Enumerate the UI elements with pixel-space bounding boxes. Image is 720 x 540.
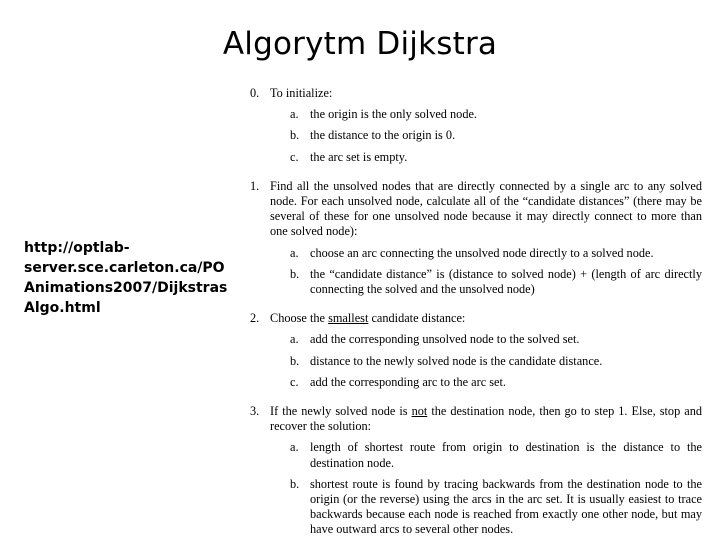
url-line: Animations2007/Dijkstras bbox=[24, 280, 228, 296]
substep bbox=[290, 354, 702, 369]
step-text-pre: If the newly solved node is bbox=[270, 404, 412, 419]
substep-letter: a. bbox=[290, 440, 299, 455]
step-text bbox=[270, 311, 702, 326]
substep-letter: b. bbox=[290, 128, 300, 143]
step-0 bbox=[250, 86, 702, 165]
substep-text: shortest route is found by tracing backwards from the destination node to the origin (or the reverse) using the arcs in the arc set. It is usually easiest to trace backwards because each node is reached from exactly one other node, but may have outward arcs to several other nodes. bbox=[310, 476, 702, 537]
substep bbox=[290, 150, 702, 165]
step-number: 1. bbox=[250, 178, 260, 193]
step-1 bbox=[250, 179, 702, 297]
step-text-post: candidate distance: bbox=[368, 311, 466, 326]
step-number: 3. bbox=[250, 404, 260, 419]
step-text: Find all the unsolved nodes that are directly connected by a single arc to any solved node. For each unsolved node, calculate all of the “candidate distances” (there may be several of these for one unsolved node because it may directly connect to more than one solved node): bbox=[270, 178, 702, 239]
step-text-post: the destination node, then go to step 1. Else, stop and recover the solution: bbox=[270, 404, 703, 434]
substep bbox=[290, 267, 702, 297]
step-text bbox=[270, 404, 702, 434]
substep-letter: b. bbox=[290, 266, 300, 281]
algorithm-steps bbox=[250, 86, 702, 538]
substep-text: distance to the newly solved node is the candidate distance. bbox=[310, 353, 603, 368]
substep-letter: c. bbox=[290, 149, 299, 164]
url-line: http://optlab- bbox=[24, 240, 130, 256]
step-text-emphasis: smallest bbox=[328, 311, 369, 326]
step-text: To initialize: bbox=[270, 86, 333, 100]
substep-text: the arc set is empty. bbox=[310, 149, 408, 164]
step-3 bbox=[250, 404, 702, 538]
substep-letter: a. bbox=[290, 107, 299, 122]
substep-text: length of shortest route from origin to destination is the distance to the destination node. bbox=[310, 440, 702, 470]
step-number: 2. bbox=[250, 311, 260, 326]
source-url[interactable] bbox=[24, 238, 234, 318]
substep-letter: a. bbox=[290, 245, 299, 260]
step-2 bbox=[250, 311, 702, 390]
substep bbox=[290, 107, 702, 122]
slide-title: Algorytm Dijkstra bbox=[222, 26, 498, 62]
substep bbox=[290, 332, 702, 347]
substep bbox=[290, 477, 702, 538]
step-text-pre: Choose the bbox=[270, 311, 329, 326]
substep-text: the origin is the only solved node. bbox=[310, 107, 478, 122]
substep-letter: c. bbox=[290, 374, 299, 389]
substep bbox=[290, 246, 702, 261]
substep bbox=[290, 128, 702, 143]
substep-letter: a. bbox=[290, 332, 299, 347]
step-text-emphasis: not bbox=[411, 404, 428, 419]
substep-text: the distance to the origin is 0. bbox=[310, 128, 456, 143]
url-line: Algo.html bbox=[24, 300, 101, 316]
substep-text: the “candidate distance” is (distance to solved node) + (length of arc directly connecting the solved and the unsolved node) bbox=[310, 266, 702, 297]
substep-text: choose an arc connecting the unsolved node directly to a solved node. bbox=[310, 245, 654, 260]
substep-text: add the corresponding arc to the arc set. bbox=[310, 374, 506, 389]
url-line: server.sce.carleton.ca/PO bbox=[24, 260, 225, 276]
substep-letter: b. bbox=[290, 476, 300, 491]
substep-letter: b. bbox=[290, 353, 300, 368]
step-number: 0. bbox=[250, 86, 260, 100]
substep bbox=[290, 440, 702, 470]
substep-text: add the corresponding unsolved node to the solved set. bbox=[310, 332, 580, 347]
substep bbox=[290, 375, 702, 390]
